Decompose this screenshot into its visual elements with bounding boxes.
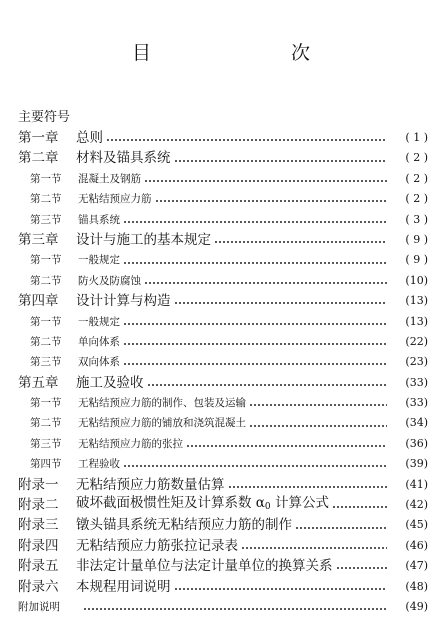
entry-page: (49) bbox=[405, 599, 428, 613]
dot-leader bbox=[106, 139, 387, 141]
entry-label: 第一章 bbox=[18, 130, 59, 146]
dot-leader bbox=[144, 180, 387, 182]
toc-entry[interactable] bbox=[18, 393, 428, 413]
dot-leader bbox=[123, 262, 387, 264]
dot-leader bbox=[123, 465, 387, 467]
entry-label: 第一节 bbox=[30, 254, 62, 267]
toc-entry[interactable] bbox=[18, 352, 428, 372]
entry-label: 附加说明 bbox=[18, 600, 60, 613]
entry-page: (13) bbox=[405, 314, 428, 328]
dot-leader bbox=[123, 363, 387, 365]
dot-leader bbox=[241, 547, 387, 549]
entry-label: 附录一 bbox=[18, 476, 59, 493]
entry-title bbox=[76, 493, 329, 517]
dot-leader bbox=[174, 302, 388, 304]
toc-entry[interactable] bbox=[18, 434, 428, 454]
entry-page: ( 3 ) bbox=[405, 212, 428, 226]
entry-title: 一般规定 bbox=[78, 315, 120, 328]
toc-entry[interactable] bbox=[18, 332, 428, 352]
toc-entry[interactable] bbox=[18, 189, 428, 209]
entry-page: ( 1 ) bbox=[405, 131, 428, 144]
entry-page: (10) bbox=[405, 273, 428, 287]
entry-title: 无粘结预应力筋数量估算 bbox=[76, 476, 225, 493]
entry-label: 第一节 bbox=[30, 397, 62, 410]
entry-page: (13) bbox=[405, 294, 428, 308]
dot-leader bbox=[332, 506, 387, 508]
entry-title-part-b: 计算公式 bbox=[270, 495, 329, 512]
entry-title: 材料及锚具系统 bbox=[76, 150, 171, 167]
entry-page: (33) bbox=[405, 396, 428, 410]
toc-entry[interactable] bbox=[18, 250, 428, 270]
entry-title: 双向体系 bbox=[78, 356, 120, 369]
dot-leader bbox=[228, 486, 388, 488]
entry-page: ( 2 ) bbox=[405, 151, 428, 165]
entry-title: 工程验收 bbox=[78, 458, 120, 471]
entry-title: 无粘结预应力筋 bbox=[78, 193, 152, 206]
entry-page: (39) bbox=[405, 457, 428, 471]
dot-leader bbox=[83, 608, 387, 610]
entry-label: 第三节 bbox=[30, 356, 62, 369]
entry-page: (41) bbox=[405, 477, 428, 491]
entry-page: (36) bbox=[405, 436, 428, 450]
entry-label: 第三节 bbox=[30, 213, 62, 226]
entry-title: 一般规定 bbox=[78, 254, 120, 267]
dot-leader bbox=[174, 588, 388, 590]
entry-label: 第二节 bbox=[30, 417, 62, 430]
dot-leader bbox=[249, 425, 387, 427]
entry-label: 附录三 bbox=[18, 517, 59, 534]
entry-label: 附录四 bbox=[18, 537, 59, 554]
dot-leader bbox=[336, 567, 388, 569]
entry-page: ( 2 ) bbox=[405, 192, 428, 206]
entry-page: (34) bbox=[405, 416, 428, 430]
entry-label: 第五章 bbox=[18, 374, 59, 391]
toc-entry[interactable] bbox=[18, 515, 428, 535]
entry-label: 附录六 bbox=[18, 578, 59, 595]
entry-title: 设计与施工的基本规定 bbox=[76, 231, 211, 248]
dot-leader bbox=[147, 384, 388, 386]
toc-entry[interactable] bbox=[18, 291, 428, 311]
entry-title: 设计计算与构造 bbox=[76, 293, 171, 310]
toc-entry[interactable] bbox=[18, 128, 428, 148]
entry-title: 总则 bbox=[76, 130, 103, 146]
dot-leader bbox=[123, 221, 387, 223]
entry-label: 第四章 bbox=[18, 293, 59, 310]
entry-title: 锚具系统 bbox=[78, 213, 120, 226]
entry-title: 施工及验收 bbox=[76, 374, 144, 391]
entry-label: 第一节 bbox=[30, 315, 62, 328]
entry-title-part-a: 破坏截面极惯性矩及计算系数 α bbox=[76, 495, 265, 512]
page-title: 目 次 bbox=[131, 42, 344, 64]
toc-entry[interactable] bbox=[18, 169, 428, 189]
dot-leader bbox=[186, 445, 387, 447]
entry-label: 第二章 bbox=[18, 150, 59, 167]
toc-entry[interactable] bbox=[18, 597, 428, 617]
dot-leader bbox=[123, 323, 387, 325]
entry-page: ( 9 ) bbox=[405, 253, 428, 267]
dot-leader bbox=[174, 160, 388, 162]
entry-title: 无粘结预应力筋的张拉 bbox=[78, 437, 183, 450]
entry-title: 无粘结预应力筋的铺放和浇筑混凝土 bbox=[78, 417, 246, 430]
table-of-contents bbox=[18, 108, 428, 617]
toc-entry[interactable] bbox=[18, 556, 428, 576]
dot-leader bbox=[214, 241, 387, 243]
toc-entry[interactable] bbox=[18, 413, 428, 433]
dot-leader bbox=[123, 343, 387, 345]
toc-header: 主要符号 bbox=[18, 110, 71, 125]
entry-page: (42) bbox=[405, 498, 428, 512]
entry-page: (48) bbox=[405, 579, 428, 593]
entry-page: (23) bbox=[405, 355, 428, 369]
entry-label: 第二节 bbox=[30, 193, 62, 206]
entry-label: 附录二 bbox=[18, 497, 59, 514]
entry-page: (46) bbox=[405, 538, 428, 552]
dot-leader bbox=[295, 527, 387, 529]
toc-entry[interactable] bbox=[18, 454, 428, 474]
toc-entry[interactable] bbox=[18, 536, 428, 556]
alpha-subscript: 0 bbox=[264, 502, 271, 513]
toc-entry[interactable] bbox=[18, 312, 428, 332]
dot-leader bbox=[155, 200, 388, 202]
entry-page: (47) bbox=[405, 559, 428, 573]
entry-title: 非法定计量单位与法定计量单位的换算关系 bbox=[76, 558, 333, 575]
entry-title: 混凝土及钢筋 bbox=[78, 172, 141, 185]
entry-title: 镦头锚具系统无粘结预应力筋的制作 bbox=[76, 517, 292, 534]
entry-title: 无粘结预应力筋的制作、包装及运输 bbox=[78, 397, 246, 410]
entry-page: (33) bbox=[405, 375, 428, 389]
entry-page: ( 9 ) bbox=[405, 232, 428, 246]
entry-title: 本规程用词说明 bbox=[76, 578, 171, 595]
entry-label: 第一节 bbox=[30, 172, 62, 185]
entry-label: 第二节 bbox=[30, 335, 62, 348]
dot-leader bbox=[144, 282, 387, 284]
toc-entry[interactable] bbox=[18, 210, 428, 230]
entry-label: 第三节 bbox=[30, 437, 62, 450]
entry-page: (45) bbox=[405, 518, 428, 532]
toc-entry[interactable] bbox=[18, 495, 428, 515]
toc-entry[interactable] bbox=[18, 271, 428, 291]
entry-label: 第三章 bbox=[18, 231, 59, 248]
toc-entry[interactable] bbox=[18, 577, 428, 597]
entry-title: 无粘结预应力筋张拉记录表 bbox=[76, 537, 238, 554]
entry-title: 防火及防腐蚀 bbox=[78, 274, 141, 287]
entry-page: (22) bbox=[405, 334, 428, 348]
entry-label: 第二节 bbox=[30, 274, 62, 287]
toc-entry[interactable] bbox=[18, 230, 428, 250]
toc-entry[interactable] bbox=[18, 475, 428, 495]
dot-leader bbox=[249, 404, 387, 406]
entry-page: ( 2 ) bbox=[405, 171, 428, 185]
toc-entry[interactable] bbox=[18, 373, 428, 393]
entry-title: 单向体系 bbox=[78, 335, 120, 348]
entry-label: 附录五 bbox=[18, 558, 59, 575]
toc-entry[interactable] bbox=[18, 148, 428, 168]
entry-label: 第四节 bbox=[30, 458, 62, 471]
